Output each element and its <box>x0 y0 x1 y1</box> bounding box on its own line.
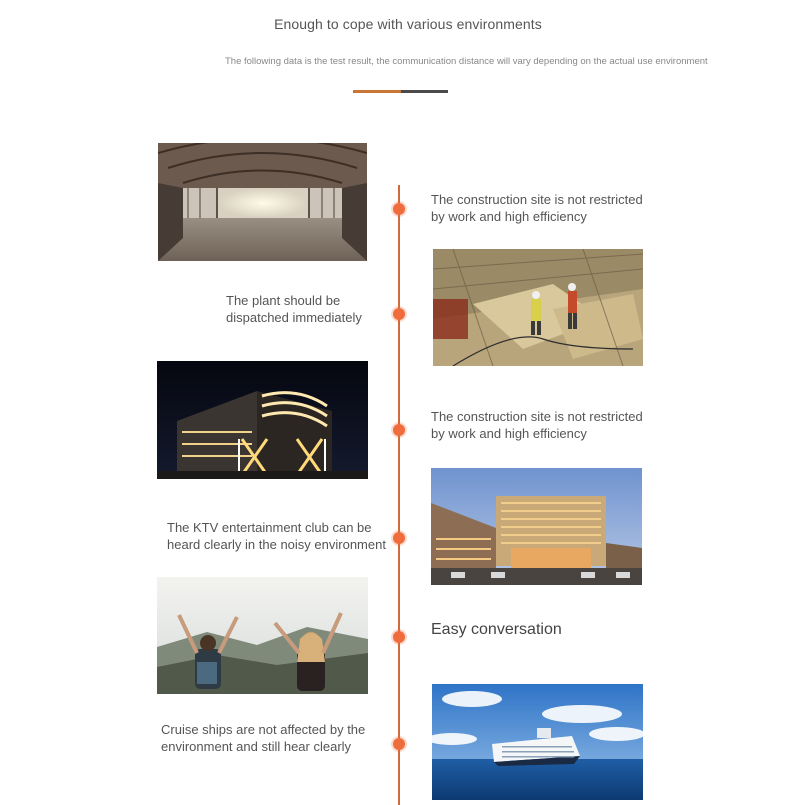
caption-line: environment and still hear clearly <box>161 739 352 754</box>
divider-dark <box>401 90 448 93</box>
page-subtitle: The following data is the test result, the communication distance will vary depending on the actual use environment <box>225 56 708 67</box>
caption-line: by work and high efficiency <box>431 426 587 441</box>
construction-site-photo <box>433 249 643 366</box>
factory-hall-photo <box>158 143 367 261</box>
divider-orange <box>353 90 401 93</box>
timeline-line <box>398 185 400 805</box>
caption-construction-site-2 <box>431 408 643 442</box>
cruise-ship-photo <box>432 684 643 800</box>
timeline-dot <box>393 308 405 320</box>
caption-line: heard clearly in the noisy environment <box>167 537 386 552</box>
caption-easy-conversation: Easy conversation <box>431 621 562 638</box>
caption-line: The construction site is not restricted <box>431 192 643 207</box>
timeline-dot <box>393 424 405 436</box>
friends-mountain-photo <box>157 577 368 694</box>
caption-line: dispatched immediately <box>226 310 362 325</box>
timeline-dot <box>393 738 405 750</box>
caption-plant <box>226 292 362 326</box>
caption-line: The construction site is not restricted <box>431 409 643 424</box>
ktv-club-photo <box>157 361 368 479</box>
caption-line: Cruise ships are not affected by the <box>161 722 366 737</box>
caption-ktv <box>167 519 386 553</box>
timeline-dot <box>393 631 405 643</box>
timeline-dot <box>393 203 405 215</box>
page-title: Enough to cope with various environments <box>274 16 542 32</box>
hotel-photo <box>431 468 642 585</box>
caption-construction-site <box>431 191 643 225</box>
caption-line: The plant should be <box>226 293 341 308</box>
caption-line: The KTV entertainment club can be <box>167 520 372 535</box>
caption-cruise <box>161 721 365 755</box>
caption-line: by work and high efficiency <box>431 209 587 224</box>
timeline-dot <box>393 532 405 544</box>
